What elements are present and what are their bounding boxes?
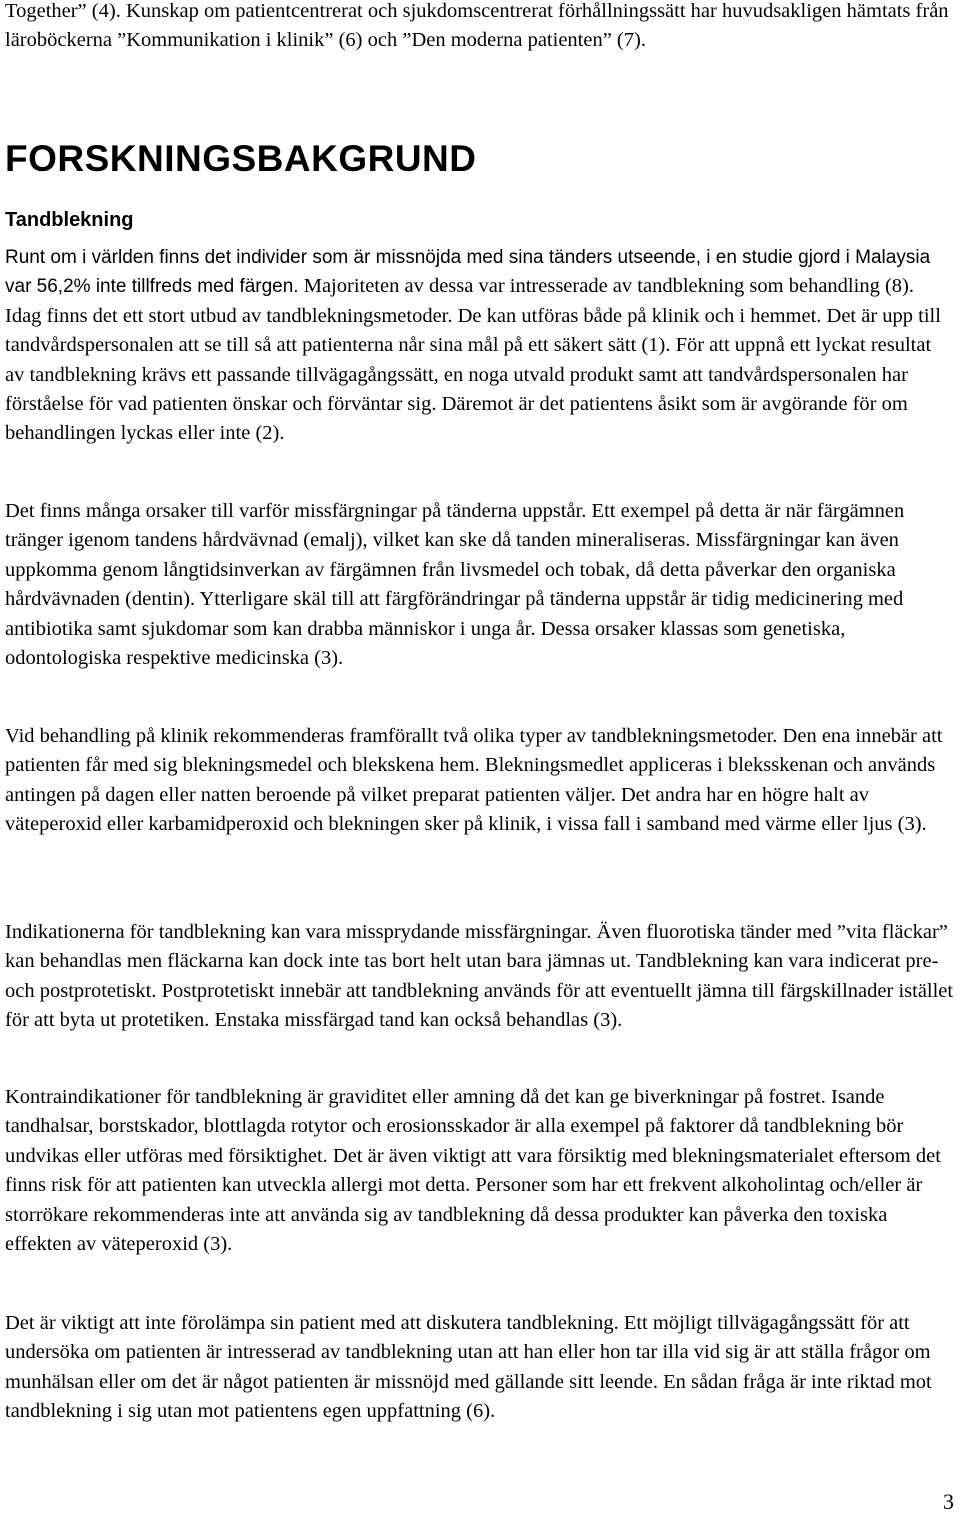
paragraph-3: Vid behandling på klinik rekommenderas framförallt två olika typer av tandblekningsmetoder. Den ena innebär att patienten får med sig blekningsmedel och blekskena hem. Blekningsmedlet appliceras i bleksskenan och används antingen på dagen eller natten beroende på vilket preparat patienten väljer. Det andra har en högre halt av väteperoxid eller karbamidperoxid och blekningen sker på klinik, i vissa fall i samband med värme eller ljus (3). — [5, 725, 943, 836]
paragraph-5: Kontraindikationer för tandblekning är graviditet eller amning då det kan ge biverkningar på fostret. Isande tandhalsar, borstskador, blottlagda rotytor och erosionsskador är alla exempel på faktorer då tandblekning bör undvikas eller utföras med försiktighet. Det är även viktigt att vara försiktig med blekningsmaterialet eftersom det finns risk för att patienten kan utveckla allergi mot detta. Personer som har ett frekvent alkoholintag och/eller är storrökare rekommenderas inte att använda sig av tandblekning då dessa produkter kan påverka den toxiska effekten av väteperoxid (3). — [5, 1086, 941, 1256]
paragraph-1 — [5, 243, 955, 449]
paragraph-1-sans-text: Runt om i världen finns det individer som är missnöjda med sina tänders utseende, i en studie gjord i Malaysia var 56,2% inte tillfreds med färgen. — [5, 247, 931, 298]
paragraph-2: Det finns många orsaker till varför missfärgningar på tänderna uppstår. Ett exempel på detta är när färgämnen tränger igenom tandens hårdvävnad (emalj), vilket kan ske då tanden mineraliseras. Missfärgningar kan även uppkomma genom långtidsinverkan av färgämnen från livsmedel och tobak, då detta påverkar den organiska hårdvävnaden (dentin). Ytterligare skäl till att färgförändringar på tänderna uppstår är tidig medicinering med antibiotika samt sjukdomar som kan drabba människor i unga år. Dessa orsaker klassas som genetiska, odontologiska respektive medicinska (3). — [5, 500, 905, 670]
page-number: 3 — [943, 1489, 954, 1514]
intro-paragraph: Together” (4). Kunskap om patientcentrerat och sjukdomscentrerat förhållningssätt har huvudsakligen hämtats från läroböckerna ”Kommunikation i klinik” (6) och ”Den moderna patienten” (7). — [5, 0, 949, 52]
subsection-heading: Tandblekning — [5, 209, 134, 231]
paragraph-4: Indikationerna för tandblekning kan vara missprydande missfärgningar. Även fluorotiska tänder med ”vita fläckar” kan behandlas men fläckarna kan dock inte tas bort helt utan bara jämnas ut. Tandblekning kan vara indicerat pre- och postprotetiskt. Postprotetiskt innebär att tandblekning används för att eventuellt jämna till färgskillnader istället för att byta ut protetiken. Enstaka missfärgad tand kan också behandlas (3). — [5, 921, 954, 1032]
paragraph-6: Det är viktigt att inte förolämpa sin patient med att diskutera tandblekning. Ett möjligt tillvägagångssätt för att undersöka om patienten är intresserad av tandblekning utan att han eller hon tar illa vid sig är att ställa frågor om munhälsan eller om det är något patienten är missnöjd med gällande sitt leende. En sådan fråga är inte riktad mot tandblekning i sig utan mot patientens egen uppfattning (6). — [5, 1312, 932, 1423]
section-heading: FORSKNINGSBAKGRUND — [5, 138, 477, 179]
paragraph-1-text: Majoriteten av dessa var intresserade av tandblekning som behandling (8). Idag finns det ett stort utbud av tandblekningsmetoder. De kan utföras både på klinik och i hemmet. Det är upp till tandvårdspersonalen att se till så att patienterna når sina mål på ett säkert sätt (1). För att uppnå ett lyckat resultat av tandblekning krävs ett passande tillvägagångssätt, en noga utvald produkt samt att tandvårdspersonalen har förståelse för vad patienten önskar och förväntar sig. Däremot är det patientens åsikt som är avgörande för om behandlingen lyckas eller inte (2). — [5, 275, 941, 445]
